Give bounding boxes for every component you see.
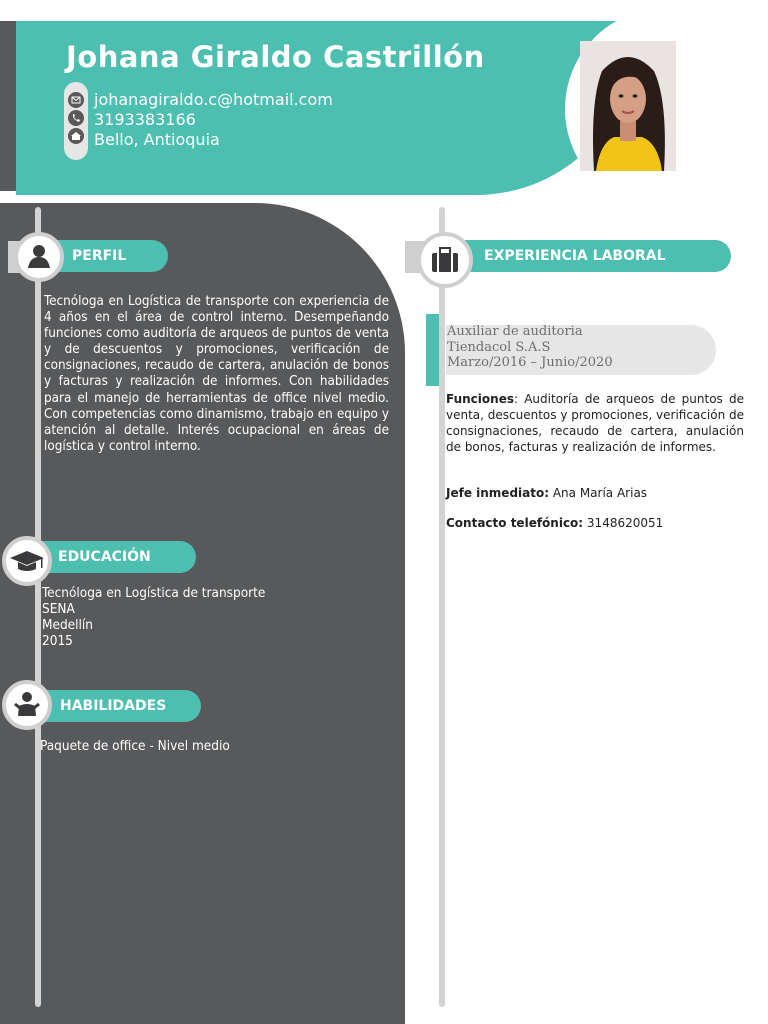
job-title: Auxiliar de auditoria <box>447 324 583 339</box>
left-timeline-line <box>35 207 41 1007</box>
phone-icon <box>68 110 84 126</box>
home-icon <box>68 128 84 144</box>
contact-value: 3148620051 <box>583 516 664 530</box>
functions-label: Funciones <box>446 392 514 406</box>
job-functions <box>446 391 744 455</box>
candidate-name: Johana Giraldo Castrillón <box>66 40 485 74</box>
briefcase-icon <box>417 232 473 288</box>
graduation-cap-icon <box>2 536 52 586</box>
education-city: Medellín <box>42 617 93 633</box>
job-period: Marzo/2016 – Junio/2020 <box>447 355 613 370</box>
email-icon <box>68 92 84 108</box>
email-text: johanagiraldo.c@hotmail.com <box>94 90 333 109</box>
skills-icon <box>2 680 52 730</box>
experiencia-heading: EXPERIENCIA LABORAL <box>440 240 731 272</box>
job-company: Tiendacol S.A.S <box>447 340 551 355</box>
right-timeline-line <box>439 207 445 1007</box>
job-accent-bar <box>426 314 439 386</box>
perfil-heading: PERFIL <box>40 240 168 272</box>
profile-photo <box>580 41 676 171</box>
habilidades-heading: HABILIDADES <box>30 690 201 722</box>
job-supervisor <box>446 485 647 501</box>
supervisor-label: Jefe inmediato: <box>446 486 550 500</box>
contact-label: Contacto telefónico: <box>446 516 584 530</box>
education-degree: Tecnóloga en Logística de transporte <box>42 585 266 601</box>
user-icon <box>14 232 64 282</box>
contact-icon-pill <box>64 82 88 160</box>
education-year: 2015 <box>42 633 73 649</box>
header-left-bar <box>0 21 16 191</box>
job-contact <box>446 515 663 531</box>
educacion-heading: EDUCACIÓN <box>30 541 196 573</box>
functions-text: : Auditoría de arqueos de puntos de venta, descuentos y promociones, verificación de consignaciones, recaudo de cartera, anulación de bonos, facturas y realización de informes. <box>446 392 745 454</box>
location-text: Bello, Antioquia <box>94 130 220 149</box>
perfil-text: Tecnóloga en Logística de transporte con experiencia de 4 años en el área de control interno. Desempeñando funciones como auditoría de arqueos de puntos de venta y de descuentos y promociones, verificación de consignaciones, recaudo de cartera, anulación de bonos y facturas y realización de informes. Con habilidades para el manejo de herramientas de office nivel medio. Con competencias como dinamismo, trabajo en equipo y atención al detalle. Interés ocupacional en áreas de logística y control interno. <box>44 294 389 454</box>
phone-text: 3193383166 <box>94 110 196 129</box>
education-institution: SENA <box>42 601 75 617</box>
skill-item: Paquete de office - Nivel medio <box>40 738 230 754</box>
supervisor-value: Ana María Arias <box>549 486 648 500</box>
